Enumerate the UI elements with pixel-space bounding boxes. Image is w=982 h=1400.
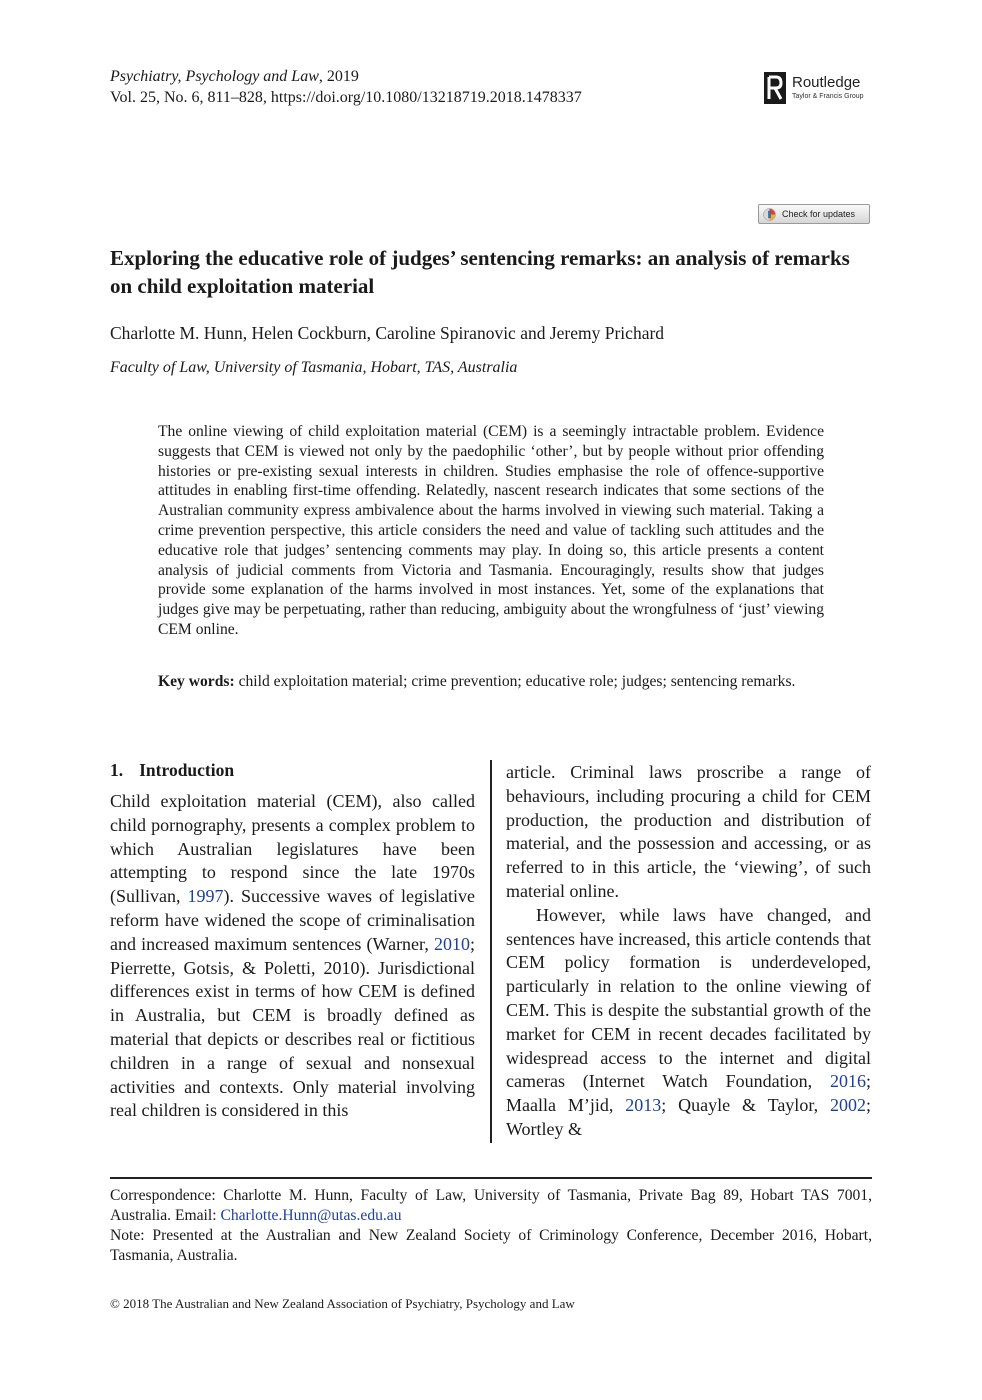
email-link[interactable]: Charlotte.Hunn@utas.edu.au bbox=[220, 1207, 402, 1224]
crossmark-icon bbox=[763, 208, 776, 221]
body-text: ; Wortley & bbox=[506, 1095, 871, 1139]
routledge-logo-icon bbox=[764, 72, 786, 104]
body-column-left bbox=[110, 790, 475, 1123]
check-for-updates-label: Check for updates bbox=[782, 209, 856, 219]
keywords bbox=[158, 672, 824, 692]
column-divider bbox=[490, 760, 492, 1143]
body-text: ; Pierrette, Gotsis, & Poletti, 2010). Jurisdictional differences exist in terms of how CEM is defined in Australia, but CEM is broadly defined as material that depicts or describes real or fictitious children in a range of sexual and nonsexual activities and contexts. Only material involving real children is considered in this bbox=[110, 933, 475, 1121]
citation-link[interactable]: 2010 bbox=[433, 933, 470, 954]
body-text: However, while laws have changed, and sentences have increased, this article contends that CEM policy formation is underdeveloped, particularly in relation to the online viewing of CEM. This is despite the substantial growth of the market for CEM in recent decades facilitated by widespread access to the internet and digital cameras (Internet Watch Foundation, bbox=[506, 904, 871, 1092]
body-text: ; Maalla M’jid, bbox=[506, 1071, 871, 1116]
journal-title-line bbox=[110, 66, 582, 87]
abstract: The online viewing of child exploitation material (CEM) is a seemingly intractable problem. Evidence suggests that CEM is viewed not only by the paedophilic ‘other’, but by people without prior offending histories or pre-existing sexual interests in children. Studies emphasise the role of offence-supportive attitudes in enabling first-time offending. Relatedly, nascent research indicates that some sections of the Australian community express ambivalence about the harms involved in viewing such material. Taking a crime prevention perspective, this article considers the need and value of tackling such attitudes and the educative role that judges’ sentencing comments may play. In doing so, this article presents a content analysis of judicial comments from Victoria and Tasmania. Encouragingly, results show that judges provide some explanation of the harms involved in most instances. Yet, some of the explanations that judges give may be perpetuating, rather than reducing, ambiguity about the wrongfulness of ‘just’ viewing CEM online. bbox=[158, 423, 824, 638]
author-affiliation: Faculty of Law, University of Tasmania, Hobart, TAS, Australia bbox=[110, 359, 518, 376]
journal-name: Psychiatry, Psychology and Law bbox=[110, 68, 319, 85]
section-title: Introduction bbox=[139, 760, 235, 780]
journal-citation[interactable]: Vol. 25, No. 6, 811–828, https://doi.org/10.1080/13218719.2018.1478337 bbox=[110, 89, 582, 106]
publisher-name: Routledge bbox=[792, 74, 861, 91]
section-number: 1. bbox=[110, 760, 124, 780]
correspondence-note bbox=[110, 1186, 872, 1226]
citation-link[interactable]: 2013 bbox=[625, 1095, 662, 1116]
keywords-list: child exploitation material; crime prevention; educative role; judges; sentencing remarks. bbox=[234, 673, 796, 690]
article-authors: Charlotte M. Hunn, Helen Cockburn, Caroline Spiranovic and Jeremy Prichard bbox=[110, 323, 665, 343]
body-column-right bbox=[506, 761, 871, 1142]
keywords-label: Key words: bbox=[158, 673, 235, 690]
copyright-notice: © 2018 The Australian and New Zealand Association of Psychiatry, Psychology and Law bbox=[110, 1296, 575, 1311]
body-text: ; Quayle & Taylor, bbox=[661, 1095, 830, 1116]
conference-note: Note: Presented at the Australian and New Zealand Society of Criminology Conference, December 2016, Hobart, Tasmania, Australia. bbox=[110, 1227, 872, 1264]
journal-year: , 2019 bbox=[318, 68, 359, 85]
body-text: ). Successive waves of legislative reform have widened the scope of criminalisation and increased maximum sentences (Warner, bbox=[110, 886, 475, 954]
article-title: Exploring the educative role of judges’ sentencing remarks: an analysis of remarks on child exploitation material bbox=[110, 246, 850, 298]
citation-link[interactable]: 2016 bbox=[829, 1071, 866, 1092]
check-for-updates-button[interactable] bbox=[758, 204, 870, 224]
journal-header bbox=[110, 66, 582, 108]
citation-link[interactable]: 1997 bbox=[187, 886, 224, 907]
body-paragraph bbox=[506, 904, 871, 1142]
section-heading bbox=[110, 760, 234, 781]
correspondence-text: Correspondence: Charlotte M. Hunn, Faculty of Law, University of Tasmania, Private Bag 89, Hobart TAS 7001, Australia. Email: bbox=[110, 1187, 872, 1224]
body-text: Child exploitation material (CEM), also called child pornography, presents a complex problem to which Australian legislatures have been attempting to respond since the late 1970s (Sullivan, bbox=[110, 791, 475, 907]
citation-link[interactable]: 2002 bbox=[829, 1095, 866, 1116]
publisher-sub: Taylor & Francis Group bbox=[792, 93, 864, 100]
publisher-logo bbox=[764, 72, 874, 106]
body-paragraph: article. Criminal laws proscribe a range of behaviours, including procuring a child for CEM production, the production and distribution of material, and the possession and accessing, or as referred to in this article, the ‘viewing’, of such material online. bbox=[506, 762, 871, 901]
footnote-rule bbox=[110, 1177, 872, 1179]
